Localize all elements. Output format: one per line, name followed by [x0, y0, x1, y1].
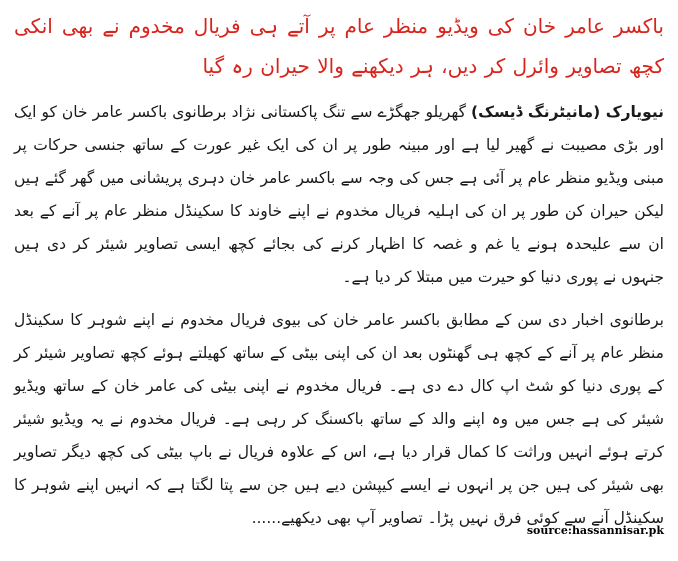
- article-title: باکسر عامر خان کی ویڈیو منظر عام پر آتے ہی فریال مخدوم نے بھی انکی کچھ تصاویر وائرل کر دیں، ہر دیکھنے والا حیران رہ گیا: [14, 14, 664, 78]
- article-paragraph-1: [14, 96, 664, 294]
- article-paragraph-1-body: گھریلو جھگڑے سے تنگ پاکستانی نژاد برطانوی باکسر عامر خان کو ایک اور بڑی مصیبت نے گھیر لیا ہے اور مبینہ طور پر ان کی ایک غیر عورت کے ساتھ جنسی حرکات پر مبنی ویڈیو منظر عام پر آئی ہے جس کی وجہ سے باکسر عامر خان دہری پریشانی میں گھر گئے ہیں لیکن حیران کن طور پر ان کی اہلیہ فریال مخدوم نے اپنے خاوند کا سکینڈل منظر عام پر آنے کے بعد ان سے علیحدہ ہونے یا غم و غصہ کا اظہار کرنے کی بجائے کچھ ایسی تصاویر شیئر کر دی ہیں جنہوں نے پوری دنیا کو حیرت میں مبتلا کر دیا ہے۔: [14, 103, 664, 286]
- article-paragraph-2: برطانوی اخبار دی سن کے مطابق باکسر عامر خان کی بیوی فریال مخدوم نے اپنے شوہر کا سکینڈل منظر عام پر آنے کے کچھ ہی گھنٹوں بعد ان کی اپنی بیٹی کے ساتھ کھیلتے ہوئے کچھ تصاویر شیئر کر کے پوری دنیا کو شٹ اپ کال دے دی ہے۔ فریال مخدوم نے اپنی بیٹی کی عامر خان کے ساتھ ویڈیو شیئر کی ہے جس میں وہ اپنے والد کے ساتھ باکسنگ کر رہی ہے۔ فریال مخدوم نے یہ ویڈیو شیئر کرتے ہوئے انہیں وراثت کا کمال قرار دیا ہے، اس کے علاوہ فریال نے باپ بیٹی کی کچھ دیگر تصاویر بھی شیئر کی ہیں جن پر انہوں نے ایسے کیپشن دیے ہیں جن سے پتا لگتا ہے کہ انہیں اپنے شوہر کا سکینڈل آنے سے کوئی فرق نہیں پڑا۔ تصاویر آپ بھی دیکھیے......: [14, 311, 664, 527]
- article-dateline: نیویارک (مانیٹرنگ ڈیسک): [470, 103, 664, 121]
- source-credit: source:hassannisar.pk: [526, 524, 664, 537]
- article: [14, 6, 664, 535]
